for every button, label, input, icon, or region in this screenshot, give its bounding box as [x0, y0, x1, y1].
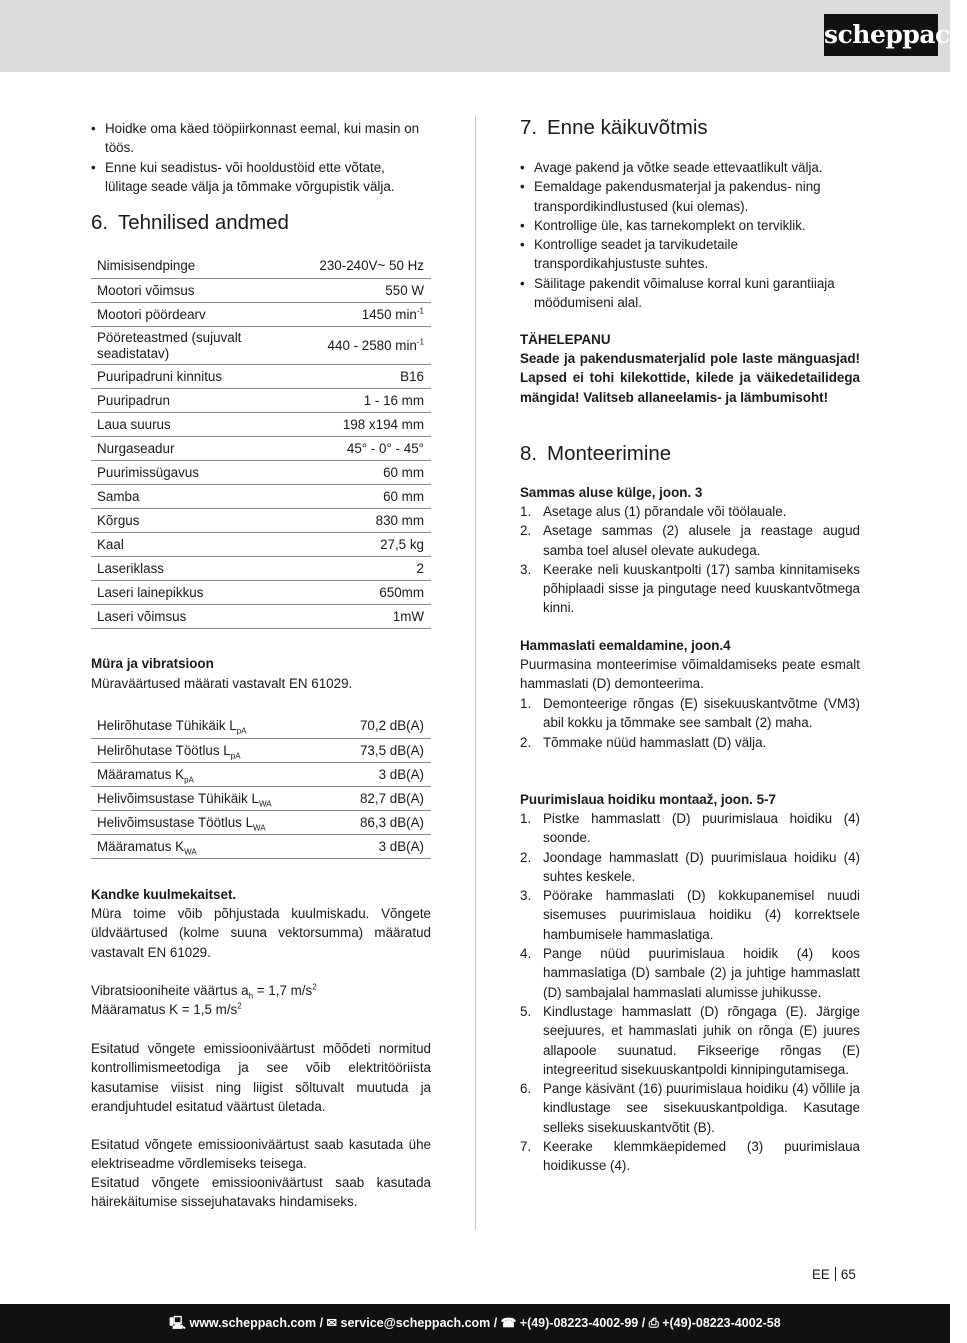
subsection-2-steps: [520, 694, 860, 752]
fax-number: +(49)-08223-4002-58: [662, 1316, 781, 1330]
scheppach-logo: scheppach: [824, 14, 938, 56]
language-code: EE: [812, 1267, 830, 1282]
emission-paragraph-3: Esitatud võngete emissiooniväärtust saab kasutada häirekäitumise sissejuhatavaks hindamiseks.: [91, 1175, 431, 1210]
spec-value-sup: -1: [416, 337, 424, 347]
spec-label: Laseri võimsus: [91, 604, 306, 628]
spec-label: Nurgaseadur: [91, 436, 306, 460]
warning-title: TÄHELEPANU: [520, 332, 611, 347]
bullet-item: • Säilitage pakendit võimaluse korral kuni garantiiaja möödumiseni alal.: [520, 274, 860, 313]
noise-label-sub: pA: [184, 775, 194, 785]
section-number: 8.: [520, 442, 538, 465]
spec-value: [306, 388, 431, 412]
spec-value: [306, 326, 431, 364]
ear-protection-text: Müra toime võib põhjustada kuulmiskadu. Võngete üldväärtused (kolme suuna vektorsumma) määratud vastavalt EN 61029.: [91, 906, 431, 960]
column-divider: [475, 116, 476, 1230]
bullet-item: • Avage pakend ja võtke seade ettevaatlikult välja.: [520, 158, 860, 177]
spec-value-text: 27,5 kg: [380, 536, 424, 552]
spec-value-text: 550 W: [385, 282, 424, 298]
vibration-number: = 1,7 m/s: [253, 983, 313, 998]
step-item: [520, 521, 860, 560]
noise-row: [91, 810, 431, 834]
step-number: 1.: [520, 811, 532, 826]
noise-row: [91, 762, 431, 786]
vibration-uncertainty: [91, 1000, 431, 1019]
step-text: Tõmmake nüüd hammaslatt (D) välja.: [543, 734, 767, 750]
spec-row: [91, 436, 431, 460]
spec-value-text: 60 mm: [383, 488, 424, 504]
noise-value: 3 dB(A): [332, 762, 431, 786]
subsection-3-steps: [520, 809, 860, 1176]
step-text: Keerake klemmkäepidemed (3) puurimislaua hoidikusse (4).: [543, 1139, 860, 1174]
step-number: 2.: [520, 523, 532, 539]
noise-row: [91, 834, 431, 858]
uncertainty-sup: 2: [237, 1001, 242, 1011]
spec-value: [306, 556, 431, 580]
step-text: Asetage sammas (2) alusele ja reastage augud samba toel alusel olevate aukudega.: [543, 523, 860, 558]
noise-value: 82,7 dB(A): [332, 786, 431, 810]
safety-bullets: [91, 119, 431, 196]
unpacking-bullets: [520, 158, 860, 312]
spec-label: Nimisisendpinge: [91, 254, 306, 278]
step-number: 3.: [520, 888, 532, 904]
step-number: 1.: [520, 696, 532, 711]
spec-value: [306, 580, 431, 604]
step-item: [520, 1137, 860, 1176]
vibration-value: [91, 981, 431, 1000]
spec-value-text: 650mm: [379, 584, 424, 600]
step-item: [520, 560, 860, 618]
spec-value-text: 230-240V~ 50 Hz: [319, 258, 424, 274]
spec-value-text: 60 mm: [383, 464, 424, 480]
subsection-3-title: Puurimislaua hoidiku montaaž, joon. 5-7: [520, 792, 776, 807]
noise-label: [91, 762, 332, 786]
spec-row: [91, 254, 431, 278]
vibration-label: Vibratsiooniheite väärtus a: [91, 983, 249, 998]
noise-heading: Müra ja vibratsioon: [91, 656, 214, 671]
separator: /: [490, 1316, 501, 1330]
spec-value: [306, 484, 431, 508]
section-title: Monteerimine: [547, 442, 672, 465]
noise-label-sub: WA: [253, 823, 266, 833]
spec-value: [306, 254, 431, 278]
section-title: Tehnilised andmed: [118, 211, 289, 234]
noise-value: 73,5 dB(A): [332, 738, 431, 762]
spec-value: [306, 532, 431, 556]
subsection-2-title: Hammaslati eemaldamine, joon.4: [520, 638, 731, 653]
spec-row: [91, 556, 431, 580]
spec-row: [91, 460, 431, 484]
spec-value-text: 2: [416, 560, 424, 576]
spec-value: [306, 278, 431, 302]
step-text: Asetage alus (1) põrandale või töölauale.: [543, 504, 787, 519]
section-6-heading: [91, 211, 431, 235]
spec-value: [306, 604, 431, 628]
noise-label-sub: pA: [230, 751, 241, 761]
spec-value-text: 1mW: [392, 608, 424, 624]
spec-row: [91, 532, 431, 556]
noise-intro: Müraväärtused määrati vastavalt EN 61029.: [91, 676, 353, 691]
spec-label: Samba: [91, 484, 306, 508]
envelope-icon: ✉︎: [326, 1316, 338, 1330]
noise-label-text: Helirõhutase Tühikäik L: [97, 718, 237, 734]
section-8-heading: [520, 442, 860, 466]
spec-label: Pööreteastmed (sujuvalt seadistatav): [91, 326, 306, 364]
noise-label-text: Helivõimsustase Töötlus L: [97, 814, 254, 830]
spec-label: Kaal: [91, 532, 306, 556]
step-text: Pöörake hammaslati (D) kokkupanemisel nuudi sisemuses puurimislaua hoidiku (4) korrektsele hambumisele hammaslatiga.: [543, 888, 860, 942]
step-item: [520, 944, 860, 1002]
header-bar: [0, 0, 967, 72]
spec-value-text: 1 - 16 mm: [363, 392, 424, 408]
noise-label: [91, 810, 332, 834]
uncertainty-label: Määramatus K = 1,5 m/s: [91, 1002, 238, 1017]
vibration-sup: 2: [312, 982, 317, 992]
phone-icon: ☎︎: [500, 1316, 517, 1330]
step-number: 2.: [520, 734, 532, 750]
spec-value-text: 198 x194 mm: [342, 416, 424, 432]
subsection-2-intro: Puurmasina monteerimise võimaldamiseks peate esmalt hammaslati (D) demonteerima.: [520, 657, 860, 692]
spec-value-text: B16: [400, 368, 424, 384]
spec-label: Laseri lainepikkus: [91, 580, 306, 604]
step-number: 7.: [520, 1139, 532, 1155]
spec-value-text: 1450 min: [361, 306, 417, 322]
step-text: Pange nüüd puurimislaua hoidik (4) koos hammaslatiga (D) sambale (2) ja juhtige hammaslatt (D) sambajalal hammaslati alumisse juhikusse.: [543, 946, 860, 1000]
noise-label: [91, 834, 332, 858]
step-number: 1.: [520, 504, 532, 519]
website-link[interactable]: www.scheppach.com: [189, 1316, 317, 1330]
ear-protection-heading: Kandke kuulmekaitset.: [91, 887, 237, 902]
step-text: Demonteerige rõngas (E) sisekuuskantvõtme (VM3) abil kokku ja tõmmake see sambalt (2) maha.: [543, 696, 860, 731]
step-item: [520, 694, 860, 733]
spec-value: [306, 508, 431, 532]
vibration-sub: h: [248, 991, 254, 1001]
noise-label-text: Määramatus K: [97, 766, 185, 782]
spec-label: Kõrgus: [91, 508, 306, 532]
email-link[interactable]: service@scheppach.com: [340, 1316, 491, 1330]
step-text: Joondage hammaslatt (D) puurimislaua hoidiku (4) suhtes keskele.: [543, 849, 860, 884]
spec-value: [306, 412, 431, 436]
step-number: 6.: [520, 1081, 532, 1097]
emission-paragraph-2: Esitatud võngete emissiooniväärtust saab kasutada ühe elektriseadme võrdlemiseks teisega.: [91, 1137, 431, 1172]
spec-row: [91, 604, 431, 628]
noise-label-text: Helirõhutase Töötlus L: [97, 742, 231, 758]
step-item: [520, 809, 860, 848]
noise-row: [91, 786, 431, 810]
spec-value: [306, 436, 431, 460]
spec-row: [91, 278, 431, 302]
warning-text: Seade ja pakendusmaterjalid pole laste mänguasjad! Lapsed ei tohi kilekottide, kilede ja väikedetailidega mängida! Valitseb allaneelamis- ja lämbumisoht!: [520, 351, 860, 405]
section-7-heading: [520, 116, 860, 140]
contact-bar: [0, 1304, 950, 1343]
section-number: 7.: [520, 116, 538, 139]
noise-label: [91, 714, 332, 738]
technical-data-table: [91, 254, 431, 629]
spec-value: [306, 364, 431, 388]
fax-icon: ⎙: [648, 1316, 659, 1330]
step-item: [520, 886, 860, 944]
step-item: [520, 1002, 860, 1079]
noise-table: [91, 714, 431, 859]
step-text: Pange käsivänt (16) puurimislaua hoidiku (4) võllile ja kindlustage see sisekuuskantpoldiga. Kasutage selleks sisekuuskantvõtit (B).: [543, 1081, 860, 1135]
separator: /: [638, 1316, 649, 1330]
step-item: [520, 502, 860, 521]
noise-label-sub: WA: [259, 799, 272, 809]
noise-label: [91, 786, 332, 810]
noise-label-sub: WA: [184, 847, 197, 857]
step-item: [520, 848, 860, 887]
step-item: [520, 733, 860, 752]
step-text: Kindlustage hammaslatt (D) rõngaga (E). Järgige seejuures, et hammaslati juhik on rõnga (E) juures allapoole suunatud. Fikseerige rõngas (E) integreeritud sisekuuskantpoldi kinnipingutamisega.: [543, 1003, 860, 1077]
step-item: [520, 1079, 860, 1137]
spec-label: Mootori võimsus: [91, 278, 306, 302]
page-separator: [835, 1267, 836, 1281]
bullet-item: • Kontrollige seadet ja tarvikudetaile transpordikahjustuste suhtes.: [520, 235, 860, 274]
spec-value-text: 45° - 0° - 45°: [346, 440, 424, 456]
separator: /: [316, 1316, 327, 1330]
spec-value-text: 440 - 2580 min: [327, 337, 417, 353]
spec-row: [91, 580, 431, 604]
step-number: 2.: [520, 849, 532, 865]
bullet-item: • Eemaldage pakendusmaterjal ja pakendus- ning transpordikindlustused (kui olemas).: [520, 177, 860, 216]
step-number: 5.: [520, 1003, 532, 1019]
spec-row: [91, 388, 431, 412]
subsection-1-steps: [520, 502, 860, 618]
spec-label: Mootori pöördearv: [91, 302, 306, 326]
noise-label: [91, 738, 332, 762]
spec-row: [91, 326, 431, 364]
phone-number[interactable]: +(49)-08223-4002-99: [519, 1316, 639, 1330]
step-text: Pistke hammaslatt (D) puurimislaua hoidiku (4) soonde.: [543, 811, 860, 846]
spec-row: [91, 364, 431, 388]
page-number: [812, 1265, 856, 1284]
computer-icon: 🖳︎: [169, 1316, 186, 1330]
spec-row: [91, 412, 431, 436]
subsection-1-title: Sammas aluse külge, joon. 3: [520, 485, 703, 500]
spec-row: [91, 484, 431, 508]
bullet-item: • Kontrollige üle, kas tarnekomplekt on terviklik.: [520, 216, 860, 235]
noise-row: [91, 714, 431, 738]
spec-label: Laseriklass: [91, 556, 306, 580]
spec-value: [306, 302, 431, 326]
page-num: 65: [840, 1267, 856, 1282]
spec-label: Puuripadrun: [91, 388, 306, 412]
bullet-item: • Hoidke oma käed tööpiirkonnast eemal, kui masin on töös.: [91, 119, 431, 158]
noise-label-sub: pA: [236, 726, 247, 736]
spec-row: [91, 302, 431, 326]
step-number: 4.: [520, 946, 532, 962]
spec-value-text: 830 mm: [375, 512, 424, 528]
spec-label: Puuripadruni kinnitus: [91, 364, 306, 388]
spec-label: Laua suurus: [91, 412, 306, 436]
step-text: Keerake neli kuuskantpolti (17) samba kinnitamiseks põhiplaadi sisse ja pingutage need kuuskantvõtmega kinni.: [543, 561, 860, 616]
noise-row: [91, 738, 431, 762]
bullet-item: • Enne kui seadistus- või hooldustöid ette võtate, lülitage seade välja ja tõmmake võrgupistik välja.: [91, 158, 431, 197]
noise-value: 86,3 dB(A): [332, 810, 431, 834]
spec-value: [306, 460, 431, 484]
noise-label-text: Helivõimsustase Tühikäik L: [97, 790, 259, 806]
section-title: Enne käikuvõtmis: [547, 116, 708, 139]
spec-value-sup: -1: [416, 306, 424, 316]
section-number: 6.: [91, 211, 109, 234]
noise-value: 3 dB(A): [332, 834, 431, 858]
spec-label: Puurimissügavus: [91, 460, 306, 484]
spec-row: [91, 508, 431, 532]
noise-value: 70,2 dB(A): [332, 714, 431, 738]
noise-label-text: Määramatus K: [97, 838, 185, 854]
emission-paragraph-1: Esitatud võngete emissiooniväärtust mõõdeti normitud kontrollimismeetodiga ja see võib elektritööriista kasutamise viisist ning liigist sõltuvalt muutuda ja erandjuhtudel esitatud väärtust ületada.: [91, 1041, 431, 1114]
step-number: 3.: [520, 561, 532, 577]
